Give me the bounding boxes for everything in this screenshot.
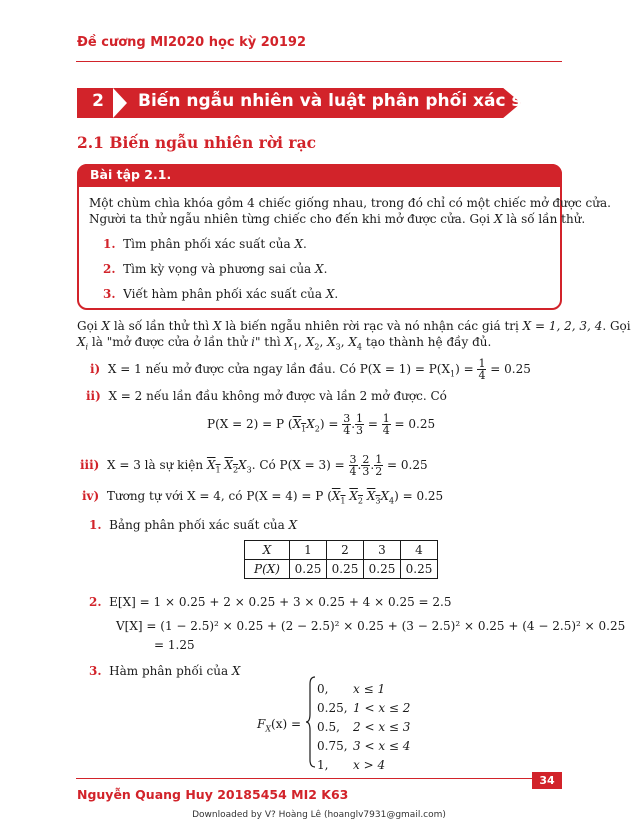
header-divider xyxy=(76,61,562,62)
cdf-brace xyxy=(306,676,314,768)
table-cell: 1 xyxy=(290,541,327,560)
distribution-table xyxy=(244,540,438,579)
footer-author: Nguyễn Quang Huy 20185454 MI2 K63 xyxy=(77,787,349,802)
table-row xyxy=(245,541,438,560)
exercise-intro-line2: Người ta thử ngẫu nhiên từng chiếc cho đến khi mở được cửa. Gọi X là số lần thử. xyxy=(89,212,586,226)
table-row xyxy=(245,560,438,579)
case-ii: ii) X = 2 nếu lần đầu không mở được và lần 2 mở được. Có xyxy=(86,389,447,403)
table-cell: 0.25 xyxy=(327,560,364,579)
case-iii: iii) X = 3 là sự kiện $X_1$ $X_2X_3$. Có P(X = 3) = $\frac{3}{4}$ . $\frac{2}{3}$ . $\frac{1}{2}$ = 0.25 xyxy=(80,453,428,478)
table-cell: 0.25 xyxy=(401,560,438,579)
exercise-item-3: 3. Viết hàm phân phối xác suất của X. xyxy=(103,287,339,301)
answer-3: 3. Hàm phân phối của X xyxy=(89,664,241,678)
solution-line1: Gọi X là số lần thử thì X là biến ngẫu nhiên rời rạc và nó nhận các giá trị X = 1, 2, 3, 4. Gọi xyxy=(77,319,631,333)
table-cell: 4 xyxy=(401,541,438,560)
table-cell: X xyxy=(245,541,290,560)
case-ii-equation: P(X = 2) = P $(X_1X_2)$ = $\frac{3}{4}$ . $\frac{1}{3}$ = $\frac{1}{4}$ = 0.25 xyxy=(207,412,436,437)
answer-1: 1. Bảng phân phối xác suất của X xyxy=(89,518,298,532)
section-title: 2.1 Biến ngẫu nhiên rời rạc xyxy=(77,133,317,152)
table-cell: 2 xyxy=(327,541,364,560)
chapter-number: 2 xyxy=(92,91,104,111)
cdf-piece: 0.5, 2 < x ≤ 3 xyxy=(317,720,411,734)
exercise-item-1: 1. Tìm phân phối xác suất của X. xyxy=(103,237,307,251)
chapter-title: Biến ngẫu nhiên và luật phân phối xác suất xyxy=(138,91,554,111)
variance-line1: V[X] = (1 − 2.5)² × 0.25 + (2 − 2.5)² × 0.25 + (3 − 2.5)² × 0.25 + (4 − 2.5)² × 0.25 xyxy=(116,619,626,633)
footer-divider xyxy=(76,778,562,779)
answer-2: 2. E[X] = 1 × 0.25 + 2 × 0.25 + 3 × 0.25 + 4 × 0.25 = 2.5 xyxy=(89,595,452,609)
case-i: i) X = 1 nếu mở được cửa ngay lần đầu. Có $P(X = 1) = P(X_1)$ = $\frac{1}{4}$ = 0.25 xyxy=(90,357,531,382)
cdf-piece: 0, x ≤ 1 xyxy=(317,682,386,696)
cdf-piece: 0.25, 1 < x ≤ 2 xyxy=(317,701,411,715)
running-header: Đề cương MI2020 học kỳ 20192 xyxy=(77,35,306,50)
solution-line2: $X_i$ là "mở được cửa ở lần thử i" thì $X_1$, $X_2$, $X_3$, $X_4$ tạo thành hệ đầy đủ. xyxy=(77,335,492,352)
case-iv: iv) Tương tự với X = 4, có P(X = 4) = P ($X_1$ $X_2$ $X_3X_4) = 0.25$ xyxy=(82,489,444,506)
table-cell: 0.25 xyxy=(290,560,327,579)
cdf-piece: 1, x > 4 xyxy=(317,758,386,772)
exercise-item-2: 2. Tìm kỳ vọng và phương sai của X. xyxy=(103,262,328,276)
variance-line2: = 1.25 xyxy=(154,638,195,652)
cdf-piece: 0.75, 3 < x ≤ 4 xyxy=(317,739,411,753)
download-notice: Downloaded by V? Hoàng Lê (hoanglv7931@gmail.com) xyxy=(192,810,446,820)
table-cell: 0.25 xyxy=(364,560,401,579)
table-cell: P(X) xyxy=(245,560,290,579)
exercise-intro-line1: Một chùm chìa khóa gồm 4 chiếc giống nhau, trong đó chỉ có một chiếc mở được cửa. xyxy=(89,196,611,210)
cdf-lhs: $F_X(x)$ = xyxy=(257,717,302,734)
table-cell: 3 xyxy=(364,541,401,560)
page-number: 34 xyxy=(532,772,562,789)
chapter-arrow-icon xyxy=(113,88,127,118)
exercise-label: Bài tập 2.1. xyxy=(90,167,172,182)
